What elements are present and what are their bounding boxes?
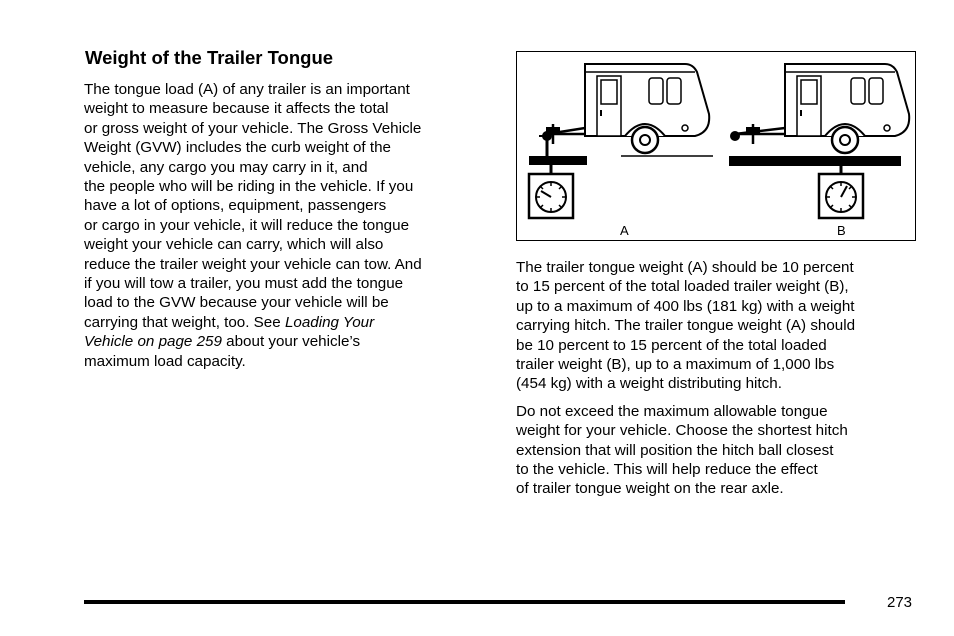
footer-rule bbox=[84, 600, 845, 604]
text-line: up to a maximum of 400 lbs (181 kg) with a weight bbox=[516, 297, 855, 315]
text-line: weight your vehicle can carry, which will also bbox=[84, 236, 384, 254]
scale-bar-a bbox=[529, 156, 587, 165]
tongue-weight-paragraph bbox=[516, 258, 916, 394]
figure-label-b: B bbox=[837, 223, 846, 238]
text-line bbox=[84, 332, 494, 351]
text-line: Weight (GVW) includes the curb weight of the bbox=[84, 139, 391, 157]
figure-label-a: A bbox=[620, 223, 629, 238]
text-line: the people who will be riding in the vehicle. If you bbox=[84, 178, 414, 196]
text-line: have a lot of options, equipment, passengers bbox=[84, 197, 387, 215]
text-line: weight to measure because it affects the total bbox=[84, 100, 389, 118]
hitch-paragraph bbox=[516, 402, 916, 499]
text-fragment: carrying that weight, too. See bbox=[84, 313, 285, 331]
text-line: to 15 percent of the total loaded trailer weight (B), bbox=[516, 278, 849, 296]
trailer-tongue-illustration bbox=[516, 51, 916, 241]
text-fragment: about your vehicle’s bbox=[221, 333, 361, 351]
text-line: maximum load capacity. bbox=[84, 352, 246, 370]
text-line: to the vehicle. This will help reduce the effect bbox=[516, 461, 818, 479]
text-line: vehicle, any cargo you may carry in it, and bbox=[84, 158, 368, 176]
cross-reference-link[interactable]: Vehicle on page 259 bbox=[84, 333, 222, 351]
text-line: The tongue load (A) of any trailer is an important bbox=[84, 81, 410, 98]
right-column bbox=[516, 258, 916, 499]
trailer-a bbox=[539, 64, 713, 156]
page-number: 273 bbox=[887, 594, 913, 611]
scale-platform-b bbox=[729, 156, 901, 166]
text-line: or gross weight of your vehicle. The Gross Vehicle bbox=[84, 119, 422, 137]
cross-reference-link[interactable]: Loading Your bbox=[284, 313, 375, 331]
text-line: The trailer tongue weight (A) should be 10 percent bbox=[516, 259, 854, 276]
text-line bbox=[84, 313, 494, 332]
trailer-b bbox=[731, 64, 909, 153]
text-line: reduce the trailer weight your vehicle can tow. And bbox=[84, 255, 422, 273]
intro-paragraph bbox=[84, 80, 494, 371]
text-line: of trailer tongue weight on the rear axle. bbox=[516, 480, 784, 498]
text-line: weight for your vehicle. Choose the shortest hitch bbox=[516, 422, 848, 440]
left-column bbox=[84, 80, 494, 371]
text-line: be 10 percent to 15 percent of the total loaded bbox=[516, 336, 827, 354]
text-line: extension that will position the hitch ball closest bbox=[516, 441, 834, 459]
text-line: (454 kg) with a weight distributing hitch. bbox=[516, 375, 782, 393]
scale-a bbox=[529, 165, 573, 218]
text-line: if you will tow a trailer, you must add the tongue bbox=[84, 275, 404, 293]
trailer-diagram bbox=[517, 52, 917, 242]
text-line: trailer weight (B), up to a maximum of 1,000 lbs bbox=[516, 356, 835, 374]
text-line: Do not exceed the maximum allowable tongue bbox=[516, 402, 828, 420]
scale-b bbox=[819, 166, 863, 218]
text-line: carrying hitch. The trailer tongue weight (A) should bbox=[516, 317, 856, 335]
text-line: load to the GVW because your vehicle will be bbox=[84, 294, 389, 312]
section-heading: Weight of the Trailer Tongue bbox=[85, 47, 334, 68]
text-line: or cargo in your vehicle, it will reduce the tongue bbox=[84, 216, 410, 234]
